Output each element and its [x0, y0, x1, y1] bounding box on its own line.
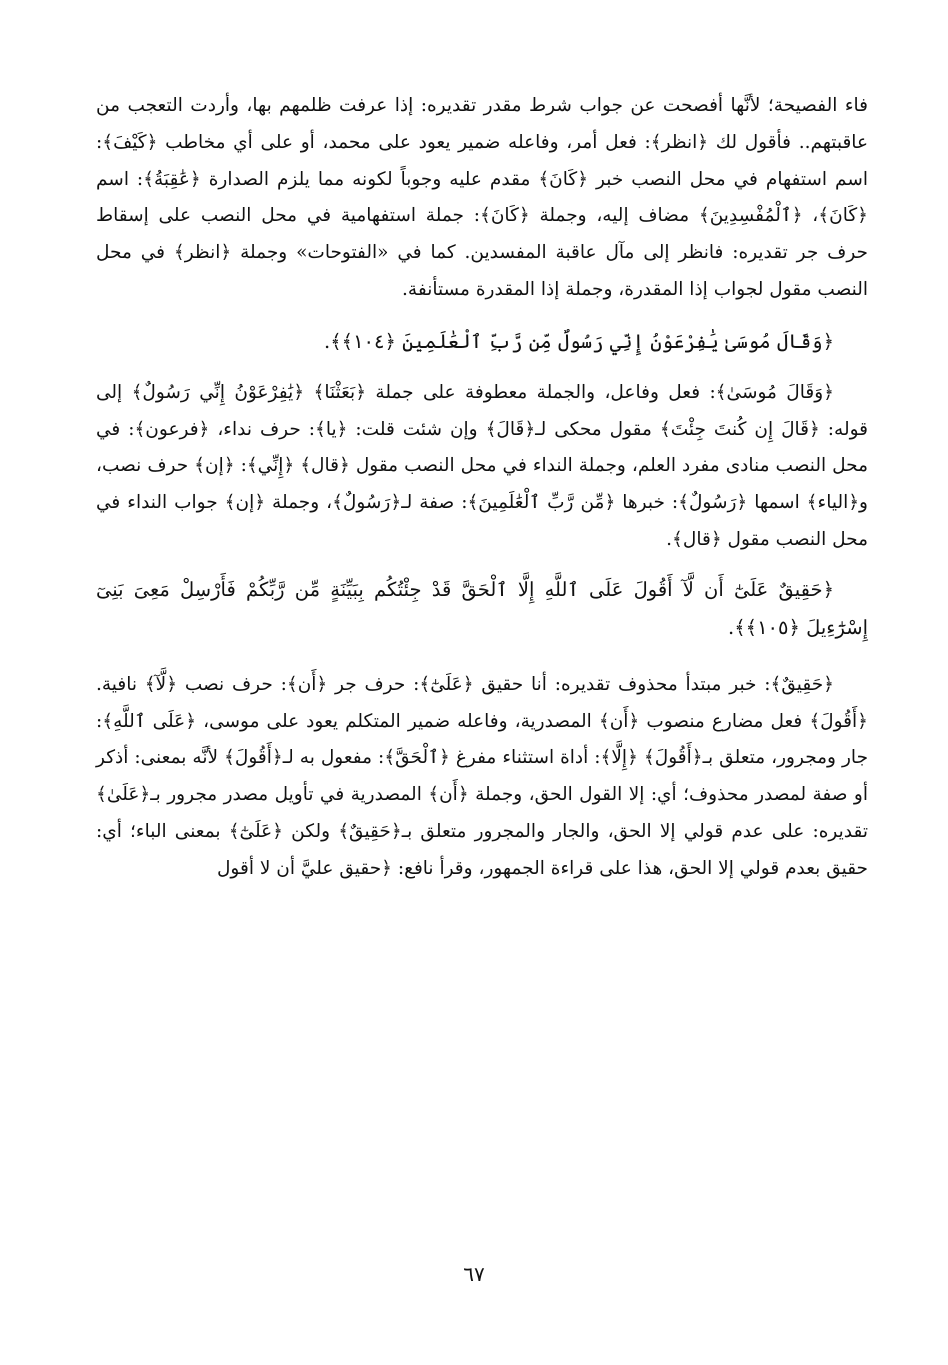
page-body [96, 88, 868, 888]
page-number: ٦٧ [463, 1262, 485, 1286]
quran-verse-105: ﴿حَقِيقٌ عَلَىٰٓ أَن لَّآ أَقُولَ عَلَى ٱللَّهِ إِلَّا ٱلْحَقَّ قَدْ جِئْتُكُم بِبَيِّنَةٍ مِّن رَّبِّكُمْ فَأَرْسِلْ مَعِىَ بَنِىٓ إِسْرَٰٓءِيلَ ﴿١٠٥﴾﴾. [96, 577, 868, 639]
paragraph-grammar-analysis-2: ﴿وَقَالَ مُوسَىٰ﴾: فعل وفاعل، والجملة معطوفة على جملة ﴿بَعَثْنَا﴾ ﴿يَٰفِرْعَوْنُ إِنِّي رَسُولٌ﴾ إلى قوله: ﴿قَالَ إِن كُنتَ جِئْتَ﴾ مقول محكى لـ﴿قَالَ﴾ وإن شئت قلت: ﴿يا﴾: حرف نداء، ﴿فرعون﴾: في محل النصب منادى مفرد العلم، وجملة النداء في محل النصب مقول ﴿قال﴾ ﴿إِنِّي﴾: ﴿إن﴾ حرف نصب، و﴿الياء﴾ اسمها ﴿رَسُولٌ﴾: خبرها ﴿مِّن رَّبِّ ٱلْعَٰلَمِينَ﴾: صفة لـ﴿رَسُولٌ﴾، وجملة ﴿إن﴾ جواب النداء في محل النصب مقول ﴿قال﴾. [96, 381, 868, 550]
paragraph-grammar-analysis-1: فاء الفصيحة؛ لأنَّها أفصحت عن جواب شرط مقدر تقديره: إذا عرفت ظلمهم بها، وأردت التعجب من عاقبتهم.. فأقول لك ﴿انظر﴾: فعل أمر، وفاعله ضمير يعود على محمد، أو على أي مخاطب ﴿كَيْفَ﴾: اسم استفهام في محل النصب خبر ﴿كَانَ﴾ مقدم عليه وجوباً لكونه مما يلزم الصدارة ﴿عَٰقِبَةُ﴾: اسم ﴿كَانَ﴾، ﴿ٱلْمُفْسِدِينَ﴾ مضاف إليه، وجملة ﴿كَانَ﴾: جملة استفهامية في محل النصب على إسقاط حرف جر تقديره: فانظر إلى مآل عاقبة المفسدين. كما في «الفتوحات» وجملة ﴿انظر﴾ في محل النصب مقول لجواب إذا المقدرة، وجملة إذا المقدرة مستأنفة. [96, 95, 868, 300]
quran-verse-104: ﴿وَقَالَ مُوسَىٰ يَٰفِرْعَوْنُ إِنِّي رَسُولٌ مِّن رَّبِّ ٱلْعَٰلَمِينَ ﴿١٠٤﴾﴾. [324, 329, 834, 353]
paragraph-grammar-analysis-3: ﴿حَقِيقٌ﴾: خبر مبتدأ محذوف تقديره: أنا حقيق ﴿عَلَىٰٓ﴾: حرف جر ﴿أَن﴾: حرف نصب ﴿لَّآ﴾ نافية. ﴿أَقُولَ﴾ فعل مضارع منصوب ﴿أَن﴾ المصدرية، وفاعله ضمير المتكلم يعود على موسى، ﴿عَلَى ٱللَّهِ﴾: جار ومجرور، متعلق بـ﴿أَقُولَ﴾ ﴿إِلَّا﴾: أداة استثناء مفرغ ﴿ٱلْحَقَّ﴾: مفعول به لـ﴿أَقُولَ﴾ لأنَّه بمعنى: أذكر أو صفة لمصدر محذوف؛ أي: إلا القول الحق، وجملة ﴿أَن﴾ المصدرية في تأويل مصدر مجرور بـ﴿عَلَىٰ﴾ تقديره: على عدم قولي إلا الحق، والجار والمجرور متعلق بـ﴿حَقِيقٌ﴾ ولكن ﴿عَلَىٰٓ﴾ بمعنى الباء؛ أي: حقيق بعدم قولي إلا الحق، هذا على قراءة الجمهور، وقرأ نافع: ﴿حقيق عليَّ أن لا أقول [96, 673, 868, 879]
